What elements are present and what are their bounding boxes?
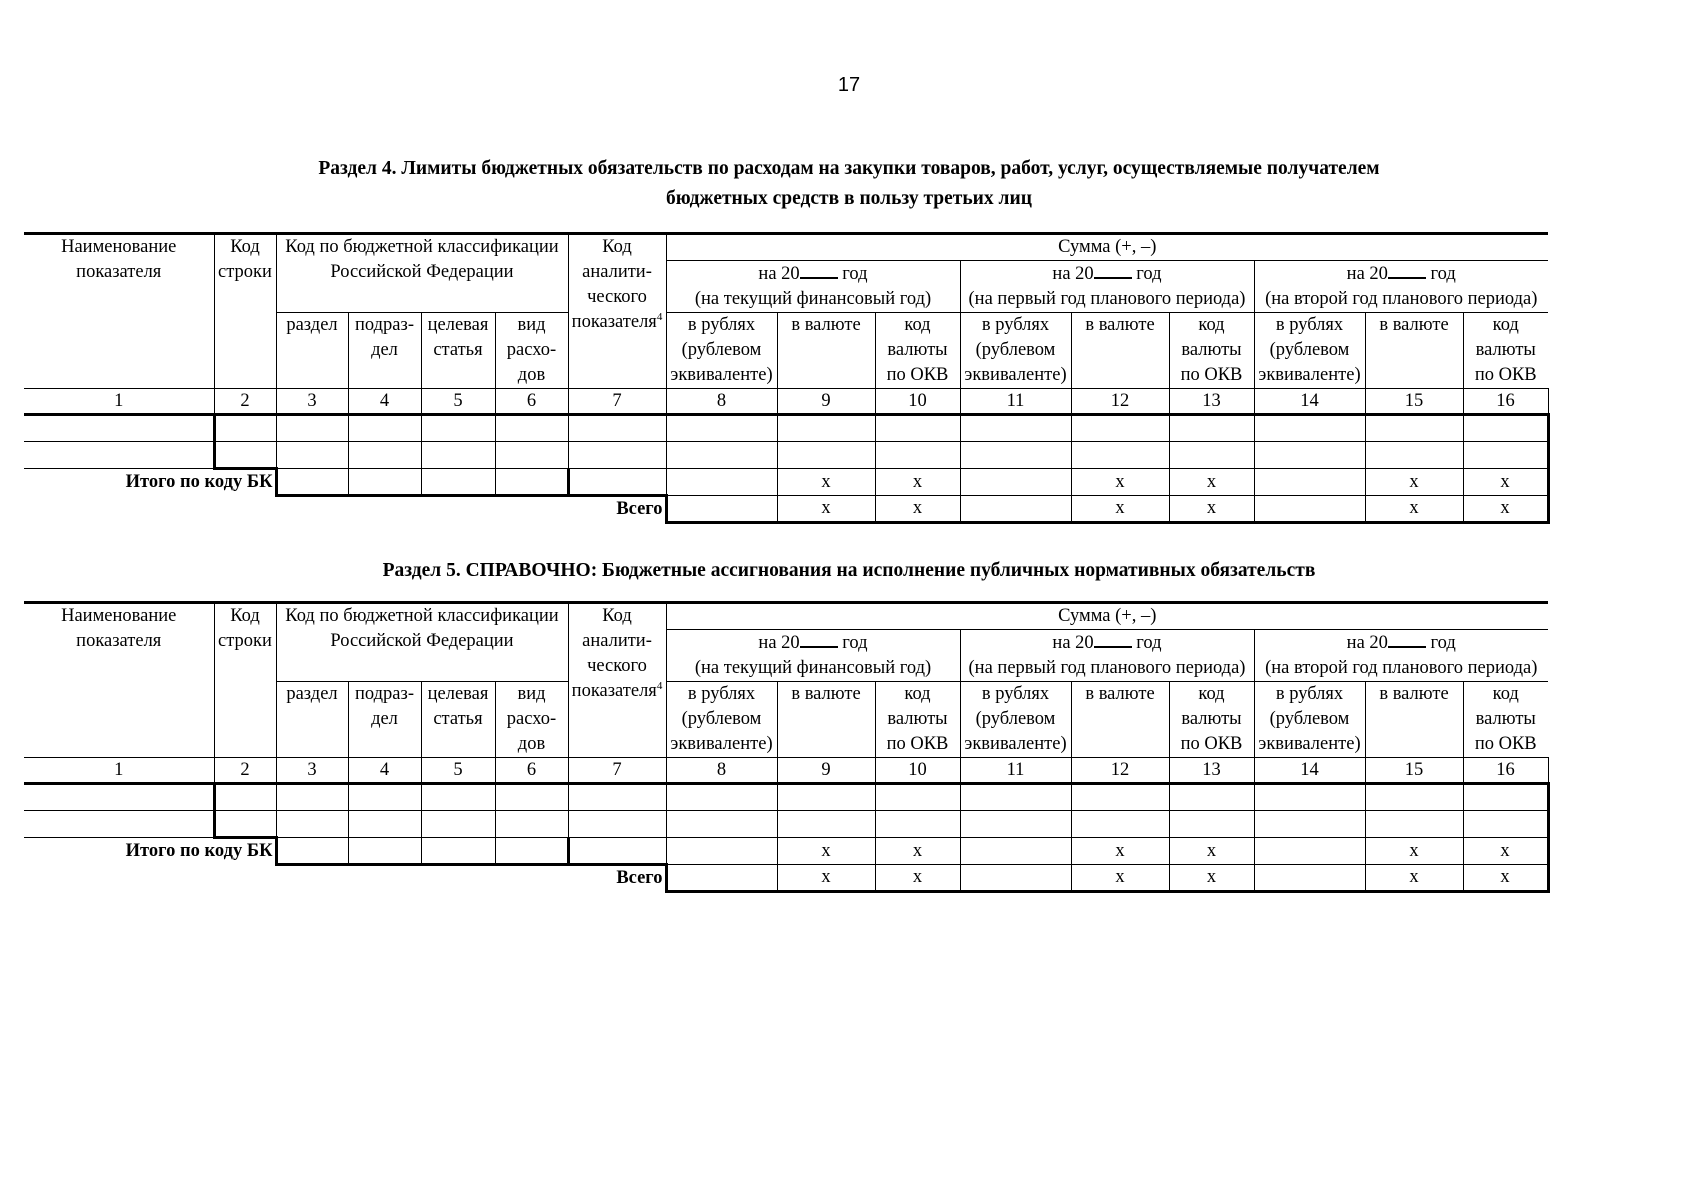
header-period-current: на 20 год (на текущий финансовый год): [666, 261, 960, 313]
x-mark: x: [1169, 496, 1254, 523]
data-cell[interactable]: [1463, 442, 1548, 469]
column-number: 1: [24, 389, 214, 415]
header-indicator-name: Наименование показателя: [24, 603, 214, 758]
header-period-first-plan: на 20 год (на первый год планового периода): [960, 261, 1254, 313]
header-period-first-plan: на 20 год (на первый год планового периода): [960, 630, 1254, 682]
header-okv-second-plan: код валюты по ОКВ: [1463, 313, 1548, 389]
x-mark: x: [875, 496, 960, 523]
header-currency-first-plan: в валюте: [1071, 313, 1169, 389]
data-cell[interactable]: [24, 442, 214, 469]
x-mark: x: [1071, 469, 1169, 496]
x-mark: x: [1365, 838, 1463, 865]
data-cell[interactable]: [960, 838, 1071, 865]
data-cell[interactable]: [666, 442, 777, 469]
data-cell[interactable]: [276, 784, 348, 811]
column-number: 9: [777, 389, 875, 415]
x-mark: x: [1071, 865, 1169, 892]
x-mark: x: [1463, 496, 1548, 523]
header-analytic-code: Код аналити- ческого показателя$^4$: [568, 234, 666, 389]
data-cell[interactable]: [276, 442, 348, 469]
table-row: [24, 415, 1548, 442]
column-number: 7: [568, 758, 666, 784]
column-number: 6: [495, 389, 568, 415]
header-indicator-name: Наименование показателя: [24, 234, 214, 389]
header-vid-raskhodov: вид расхо- дов: [495, 313, 568, 389]
data-cell[interactable]: [1254, 415, 1365, 442]
data-cell[interactable]: [421, 838, 495, 865]
data-cell[interactable]: [1365, 415, 1463, 442]
header-okv-first-plan: код валюты по ОКВ: [1169, 682, 1254, 758]
column-number: 16: [1463, 389, 1548, 415]
data-cell[interactable]: [495, 811, 568, 838]
column-number: 3: [276, 758, 348, 784]
data-cell[interactable]: [421, 811, 495, 838]
page-number: 17: [837, 74, 861, 96]
data-cell[interactable]: [875, 784, 960, 811]
data-cell[interactable]: [1254, 469, 1365, 496]
column-number: 13: [1169, 758, 1254, 784]
x-mark: x: [1169, 469, 1254, 496]
data-cell[interactable]: [214, 784, 276, 811]
x-mark: x: [777, 469, 875, 496]
data-cell[interactable]: [666, 496, 777, 523]
data-cell[interactable]: [495, 442, 568, 469]
header-celevaya-statya: целевая статья: [421, 313, 495, 389]
data-cell[interactable]: [1071, 415, 1169, 442]
column-number: 3: [276, 389, 348, 415]
column-number: 12: [1071, 389, 1169, 415]
column-number: 13: [1169, 389, 1254, 415]
x-mark: x: [1463, 469, 1548, 496]
x-mark: x: [1169, 838, 1254, 865]
x-mark: x: [1071, 496, 1169, 523]
itogo-label: Итого по коду БК: [24, 838, 276, 865]
data-cell[interactable]: [24, 811, 214, 838]
data-cell[interactable]: [875, 811, 960, 838]
data-cell[interactable]: [421, 442, 495, 469]
column-number: 4: [348, 389, 421, 415]
section-5-title: Раздел 5. СПРАВОЧНО: Бюджетные ассигнования на исполнение публичных нормативных обязательств: [382, 560, 1316, 581]
data-cell[interactable]: [214, 415, 276, 442]
data-cell[interactable]: [960, 784, 1071, 811]
section-5-table: [24, 601, 1550, 893]
header-period-current: на 20 год (на текущий финансовый год): [666, 630, 960, 682]
data-cell[interactable]: [1365, 442, 1463, 469]
table-row: [24, 811, 1548, 838]
data-cell[interactable]: [666, 415, 777, 442]
data-cell[interactable]: [568, 838, 666, 865]
column-number: 10: [875, 758, 960, 784]
x-mark: x: [777, 838, 875, 865]
data-cell[interactable]: [348, 469, 421, 496]
header-sum: Сумма (+, –): [666, 603, 1548, 630]
data-cell[interactable]: [875, 442, 960, 469]
column-number: 14: [1254, 389, 1365, 415]
header-currency-current: в валюте: [777, 313, 875, 389]
data-cell[interactable]: [1169, 442, 1254, 469]
column-number: 16: [1463, 758, 1548, 784]
column-number: 2: [214, 758, 276, 784]
data-cell[interactable]: [24, 415, 214, 442]
header-currency-second-plan: в валюте: [1365, 682, 1463, 758]
header-currency-first-plan: в валюте: [1071, 682, 1169, 758]
header-rub-second-plan: в рублях (рублевом эквиваленте): [1254, 682, 1365, 758]
vsego-label: Всего: [24, 496, 666, 523]
data-cell[interactable]: [348, 442, 421, 469]
column-number: 2: [214, 389, 276, 415]
data-cell[interactable]: [421, 415, 495, 442]
header-rub-second-plan: в рублях (рублевом эквиваленте): [1254, 313, 1365, 389]
data-cell[interactable]: [960, 865, 1071, 892]
column-number: 15: [1365, 758, 1463, 784]
data-cell[interactable]: [568, 442, 666, 469]
itogo-row: [24, 838, 1548, 865]
data-cell[interactable]: [568, 415, 666, 442]
header-currency-second-plan: в валюте: [1365, 313, 1463, 389]
column-number: 14: [1254, 758, 1365, 784]
header-razdel: раздел: [276, 682, 348, 758]
header-okv-current: код валюты по ОКВ: [875, 313, 960, 389]
data-cell[interactable]: [276, 469, 348, 496]
header-row-code: Код строки: [214, 603, 276, 758]
column-numbers-row: [24, 758, 1548, 784]
header-rub-current: в рублях (рублевом эквиваленте): [666, 682, 777, 758]
column-number: 8: [666, 389, 777, 415]
header-rub-current: в рублях (рублевом эквиваленте): [666, 313, 777, 389]
data-cell[interactable]: [960, 496, 1071, 523]
x-mark: x: [1169, 865, 1254, 892]
header-analytic-code: Код аналити- ческого показателя$^4$: [568, 603, 666, 758]
column-number: 12: [1071, 758, 1169, 784]
data-cell[interactable]: [276, 838, 348, 865]
data-cell[interactable]: [960, 442, 1071, 469]
column-number: 6: [495, 758, 568, 784]
data-cell[interactable]: [875, 415, 960, 442]
x-mark: x: [1071, 838, 1169, 865]
column-number: 11: [960, 758, 1071, 784]
x-mark: x: [777, 865, 875, 892]
header-rub-first-plan: в рублях (рублевом эквиваленте): [960, 682, 1071, 758]
data-cell[interactable]: [666, 811, 777, 838]
data-cell[interactable]: [1254, 865, 1365, 892]
data-cell[interactable]: [214, 811, 276, 838]
data-cell[interactable]: [276, 415, 348, 442]
data-cell[interactable]: [777, 811, 875, 838]
header-sum: Сумма (+, –): [666, 234, 1548, 261]
header-vid-raskhodov: вид расхо- дов: [495, 682, 568, 758]
x-mark: x: [875, 838, 960, 865]
data-cell[interactable]: [960, 469, 1071, 496]
section-4-title: [0, 154, 1698, 214]
column-number: 9: [777, 758, 875, 784]
data-cell[interactable]: [666, 838, 777, 865]
column-number: 1: [24, 758, 214, 784]
data-cell[interactable]: [348, 838, 421, 865]
header-podrazdel: подраз- дел: [348, 313, 421, 389]
column-numbers-row: [24, 389, 1548, 415]
column-number: 5: [421, 389, 495, 415]
data-cell[interactable]: [568, 469, 666, 496]
header-razdel: раздел: [276, 313, 348, 389]
column-number: 7: [568, 389, 666, 415]
section-4-table: [24, 232, 1550, 524]
data-cell[interactable]: [568, 784, 666, 811]
data-cell[interactable]: [24, 784, 214, 811]
data-cell[interactable]: [421, 469, 495, 496]
data-cell[interactable]: [960, 415, 1071, 442]
data-cell[interactable]: [1463, 784, 1548, 811]
data-cell[interactable]: [777, 784, 875, 811]
x-mark: x: [1463, 865, 1548, 892]
data-cell[interactable]: [421, 784, 495, 811]
header-budget-classification: Код по бюджетной классификации Российской Федерации: [276, 603, 568, 682]
vsego-row: [24, 865, 1548, 892]
x-mark: x: [1365, 496, 1463, 523]
x-mark: x: [777, 496, 875, 523]
table-row: [24, 442, 1548, 469]
column-number: 5: [421, 758, 495, 784]
data-cell[interactable]: [666, 784, 777, 811]
data-cell[interactable]: [348, 415, 421, 442]
data-cell[interactable]: [495, 469, 568, 496]
header-budget-classification: Код по бюджетной классификации Российской Федерации: [276, 234, 568, 313]
header-currency-current: в валюте: [777, 682, 875, 758]
data-cell[interactable]: [666, 469, 777, 496]
data-cell[interactable]: [1169, 811, 1254, 838]
data-cell[interactable]: [1254, 838, 1365, 865]
column-number: 4: [348, 758, 421, 784]
section-4-title-line1: Раздел 4. Лимиты бюджетных обязательств по расходам на закупки товаров, работ, услуг, осуществляемые получателем: [318, 158, 1380, 179]
data-cell[interactable]: [1254, 496, 1365, 523]
data-cell[interactable]: [495, 784, 568, 811]
header-podrazdel: подраз- дел: [348, 682, 421, 758]
column-number: 8: [666, 758, 777, 784]
data-cell[interactable]: [348, 784, 421, 811]
data-cell[interactable]: [777, 415, 875, 442]
data-cell[interactable]: [1071, 784, 1169, 811]
x-mark: x: [1463, 838, 1548, 865]
section-4-title-line2: бюджетных средств в пользу третьих лиц: [666, 188, 1032, 209]
data-cell[interactable]: [1071, 811, 1169, 838]
header-okv-current: код валюты по ОКВ: [875, 682, 960, 758]
data-cell[interactable]: [495, 415, 568, 442]
vsego-row: [24, 496, 1548, 523]
data-cell[interactable]: [960, 811, 1071, 838]
vsego-label: Всего: [24, 865, 666, 892]
data-cell[interactable]: [276, 811, 348, 838]
header-okv-first-plan: код валюты по ОКВ: [1169, 313, 1254, 389]
x-mark: x: [875, 865, 960, 892]
data-cell[interactable]: [1254, 784, 1365, 811]
data-cell[interactable]: [348, 811, 421, 838]
data-cell[interactable]: [1365, 784, 1463, 811]
header-row-code: Код строки: [214, 234, 276, 389]
data-cell[interactable]: [214, 442, 276, 469]
data-cell[interactable]: [1254, 811, 1365, 838]
data-cell[interactable]: [568, 811, 666, 838]
data-cell[interactable]: [1463, 415, 1548, 442]
header-period-second-plan: на 20 год (на второй год планового периода): [1254, 630, 1548, 682]
header-celevaya-statya: целевая статья: [421, 682, 495, 758]
data-cell[interactable]: [666, 865, 777, 892]
column-number: 15: [1365, 389, 1463, 415]
x-mark: x: [875, 469, 960, 496]
itogo-label: Итого по коду БК: [24, 469, 276, 496]
data-cell[interactable]: [495, 838, 568, 865]
data-cell[interactable]: [1254, 442, 1365, 469]
header-okv-second-plan: код валюты по ОКВ: [1463, 682, 1548, 758]
data-cell[interactable]: [1463, 811, 1548, 838]
column-number: 10: [875, 389, 960, 415]
header-rub-first-plan: в рублях (рублевом эквиваленте): [960, 313, 1071, 389]
itogo-row: [24, 469, 1548, 496]
x-mark: x: [1365, 469, 1463, 496]
x-mark: x: [1365, 865, 1463, 892]
header-period-second-plan: на 20 год (на второй год планового периода): [1254, 261, 1548, 313]
data-cell[interactable]: [1071, 442, 1169, 469]
data-cell[interactable]: [1365, 811, 1463, 838]
data-cell[interactable]: [1169, 784, 1254, 811]
data-cell[interactable]: [777, 442, 875, 469]
data-cell[interactable]: [1169, 415, 1254, 442]
column-number: 11: [960, 389, 1071, 415]
table-row: [24, 784, 1548, 811]
